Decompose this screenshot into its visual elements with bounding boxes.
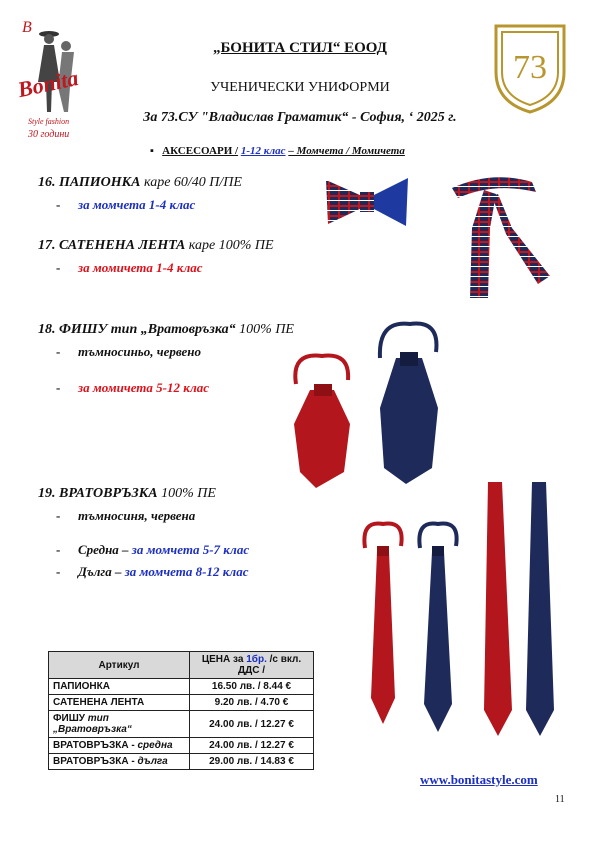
category-heading <box>150 145 470 157</box>
category-grades: 1-12 клас <box>240 145 286 157</box>
logo-letter: B <box>22 19 32 36</box>
tie-navy-long-image <box>520 480 560 742</box>
logo-script: Bonita <box>15 65 81 103</box>
shield-icon <box>492 22 568 114</box>
item-line: - за момичета 5-12 клас <box>56 380 210 395</box>
item-title: 19. ВРАТОВРЪЗКА 100% ПЕ <box>38 486 216 501</box>
item-line: - за момчета 1-4 клас <box>56 197 196 212</box>
table-row: ПАПИОНКА 16.50 лв. / 8.44 € <box>49 679 314 695</box>
item-title: 18. ФИШУ тип „Вратовръзка“ 100% ПЕ <box>38 322 294 337</box>
logo-tagline: Style fashion <box>28 117 70 126</box>
tie-red-short-image <box>355 518 415 743</box>
fichu-red-image <box>286 344 361 494</box>
company-name: „БОНИТА СТИЛ“ ЕООД <box>212 40 387 56</box>
page-number: 11 <box>555 794 565 805</box>
column-header-price: ЦЕНА за 1бр. /с вкл. ДДС / <box>190 652 314 679</box>
item-necktie <box>38 486 338 580</box>
item-title: 17. САТЕНЕНА ЛЕНТА каре 100% ПЕ <box>38 238 274 253</box>
logo-years: 30 години <box>28 129 70 140</box>
item-line: - тъмносиня, червена <box>56 508 196 523</box>
item-line: - тъмносиньо, червено <box>56 344 201 359</box>
price-table <box>48 651 314 770</box>
school-line: За 73.СУ "Владислав Граматик“ - София, ‘ 2025 г. <box>143 110 457 125</box>
satin-ribbon-image <box>432 168 562 300</box>
item-satin-ribbon <box>38 238 328 276</box>
table-header-row <box>49 652 314 679</box>
table-row: ФИШУ тип „Вратовръзка“ 24.00 лв. / 12.27 € <box>49 711 314 738</box>
table-row: САТЕНЕНА ЛЕНТА 9.20 лв. / 4.70 € <box>49 695 314 711</box>
item-line: - за момичета 1-4 клас <box>56 260 203 275</box>
website-link[interactable]: www.bonitastyle.com <box>420 772 538 787</box>
column-header-item: Артикул <box>49 652 190 679</box>
item-line: - Средна – за момчета 5-7 клас <box>56 542 250 557</box>
item-bow-tie <box>38 175 328 213</box>
category-audience: – Момчета / Момичета <box>288 145 405 157</box>
tie-red-long-image <box>480 480 520 742</box>
item-title: 16. ПАПИОНКА каре 60/40 П/ПЕ <box>38 175 242 190</box>
table-row: ВРАТОВРЪЗКА - дълга 29.00 лв. / 14.83 € <box>49 754 314 770</box>
tie-navy-short-image <box>410 518 470 750</box>
document-subtitle: УЧЕНИЧЕСКИ УНИФОРМИ <box>210 80 390 95</box>
category-label: АКСЕСОАРИ / <box>162 145 239 157</box>
item-line: - Дълга – за момчета 8-12 клас <box>56 564 249 579</box>
bullet-icon: ▪ <box>150 145 154 157</box>
school-crest <box>492 22 568 114</box>
crest-number: 73 <box>513 49 547 86</box>
table-row: ВРАТОВРЪЗКА - средна 24.00 лв. / 12.27 € <box>49 738 314 754</box>
fichu-navy-image <box>370 318 450 488</box>
bow-tie-image <box>322 172 412 232</box>
